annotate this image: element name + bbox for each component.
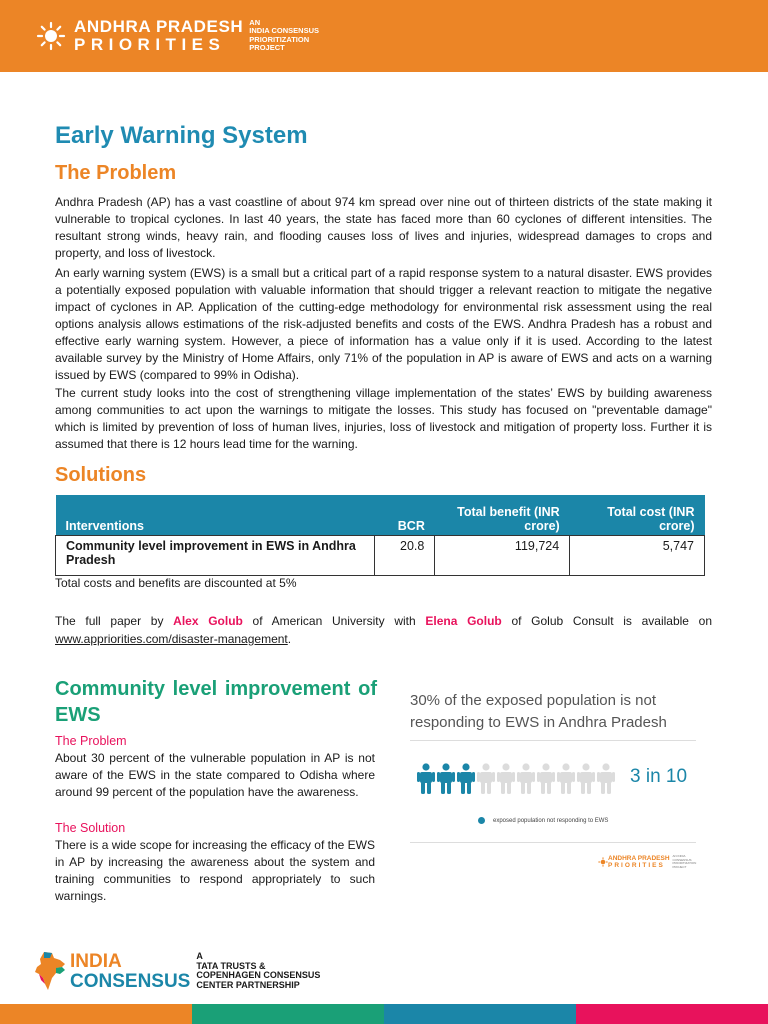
sun-icon: [36, 21, 66, 51]
cell-cost: 5,747: [570, 535, 705, 575]
page-header: [0, 0, 768, 72]
cell-bcr: 20.8: [375, 535, 435, 575]
person-icon-empty: [496, 763, 516, 795]
india-consensus-logo: [32, 950, 320, 992]
person-icon-empty: [476, 763, 496, 795]
community-problem-heading: The Problem: [55, 734, 127, 748]
person-icon-filled: [456, 763, 476, 795]
header-interventions: Interventions: [56, 495, 375, 535]
footer-stripe-pink: [576, 1004, 768, 1024]
partnership-line-2: TATA TRUSTS &: [196, 960, 266, 971]
tagline-line-2: INDIA CONSENSUS: [249, 26, 320, 35]
infographic-ratio: 3 in 10: [630, 766, 688, 787]
footer-stripe-green: [192, 1004, 384, 1024]
credit-post: of Golub Consult is available on: [501, 614, 713, 628]
person-icon-empty: [516, 763, 536, 795]
tagline-line-3: PRIORITIZATION: [249, 34, 310, 44]
credit-end: .: [287, 632, 292, 646]
mini-brand-name: [608, 855, 670, 869]
mini-brand-line-2: PRIORITIES: [608, 862, 665, 869]
community-solution-text: There is a wide scope for increasing the efficacy of the EWS in AP by increasing the awareness about the system and training communities to respond appropriately to such warnings.: [55, 838, 375, 903]
page-title: Early Warning System: [55, 122, 308, 149]
ap-priorities-logo: [36, 18, 319, 53]
legend-dot-icon: [478, 817, 485, 824]
tagline-line-4: PROJECT: [249, 43, 285, 52]
author-2: Elena Golub: [425, 614, 502, 628]
paper-link[interactable]: www.appriorities.com/disaster-management: [55, 632, 288, 646]
person-icon-empty: [576, 763, 596, 795]
header-total-benefit: Total benefit (INR crore): [435, 495, 570, 535]
solutions-heading: Solutions: [55, 464, 147, 486]
person-icon-filled: [416, 763, 436, 795]
solutions-table: [55, 495, 705, 576]
table-note: Total costs and benefits are discounted at 5%: [55, 576, 297, 590]
footer-stripe-orange: [0, 1004, 192, 1024]
problem-paragraph-3: The current study looks into the cost of strengthening village implementation of the states’ EWS by building awareness among communities to act upon the warnings to mitigate the losses. This study has focused on "preventable damage" which is limited by prevention of loss of human lives, injuries, loss of livestock and mitigation of property loss. Further it is assumed that there is 12 hours lead time for the warning.: [55, 386, 712, 451]
credit-mid: of American University with: [242, 614, 426, 628]
brand-line-1: ANDHRA PRADESH: [74, 17, 244, 36]
infographic-divider-bottom: [410, 842, 696, 843]
india-consensus-wordmark: [70, 952, 190, 991]
partnership-line-4: CENTER PARTNERSHIP: [196, 979, 300, 990]
person-icon-filled: [436, 763, 456, 795]
partnership-text: [196, 952, 320, 990]
credit-paragraph: [55, 612, 712, 648]
problem-paragraph-1: Andhra Pradesh (AP) has a vast coastline of about 974 km spread over nine out of thirteen districts of the state making it vulnerable to tropical cyclones. In last 40 years, the state has faced more than 60 cyclones of different intensities. The resultant strong winds, heavy rain, and flooding causes loss of lives and injuries, widespread damages to crops and property, and loss of livestock.: [55, 195, 712, 260]
table-row: [56, 535, 705, 575]
credit-pre: The full paper by: [55, 614, 174, 628]
brand-line-2: PRIORITIES: [74, 35, 226, 54]
mini-sun-icon: [598, 857, 608, 867]
person-icon-empty: [536, 763, 556, 795]
partnership-line-3: COPENHAGEN CONSENSUS: [196, 970, 321, 980]
cell-benefit: 119,724: [435, 535, 570, 575]
brand-tagline: [249, 19, 319, 53]
header-bcr: BCR: [375, 495, 435, 535]
community-solution-heading: The Solution: [55, 821, 126, 835]
infographic-legend: [478, 817, 608, 824]
mini-brand-tagline: AN INDIA CONSENSUS PRIORITIZATION PROJECT: [672, 854, 697, 869]
infographic-title: 30% of the exposed population is not responding to EWS in Andhra Pradesh: [410, 692, 667, 731]
infographic-divider-top: [410, 740, 696, 741]
person-icon-empty: [596, 763, 616, 795]
footer-stripe-blue: [384, 1004, 576, 1024]
legend-label: exposed population not responding to EWS: [493, 817, 609, 824]
mini-brand-line-1: ANDHRA PRADESH: [608, 855, 670, 862]
brand-name: [74, 18, 243, 53]
wordmark-india: INDIA: [70, 950, 122, 972]
header-total-cost: Total cost (INR crore): [570, 495, 705, 535]
problem-paragraph-2: An early warning system (EWS) is a small but a critical part of a rapid response system to a natural disaster. EWS provides a potentially exposed population with valuable information that should trigger a relevant reaction to mitigate the negative impact of cyclones in AP. Application of the cutting-edge methodology for environmental risk assessment using the real options analysis allows estimations of the risk-adjusted benefits and costs of the EWS. Andhra Pradesh has a robust and effective early warning system. However, a piece of information has a value only if it is used. According to the latest available survey by the Ministry of Home Affairs, only 71% of the population in AP is aware of EWS and acts on a warning issued by EWS (compared to 99% in Odisha).: [55, 266, 712, 382]
tagline-line-1: AN: [249, 17, 261, 27]
people-icon-row: [416, 763, 616, 795]
india-map-icon: [32, 950, 68, 992]
problem-heading: The Problem: [55, 162, 177, 184]
table-header-row: [56, 495, 705, 535]
author-1: Alex Golub: [173, 614, 243, 628]
community-heading: Community level improvement of EWS: [55, 678, 377, 726]
mini-ap-logo: [598, 855, 703, 869]
cell-intervention: Community level improvement in EWS in Andhra Pradesh: [56, 535, 375, 575]
person-icon-empty: [556, 763, 576, 795]
community-problem-text: About 30 percent of the vulnerable population in AP is not aware of the EWS in the state compared to Odisha where around 99 percent of the population have the awareness.: [55, 751, 375, 799]
partnership-line-1: A: [196, 951, 203, 961]
wordmark-consensus: CONSENSUS: [70, 970, 191, 992]
